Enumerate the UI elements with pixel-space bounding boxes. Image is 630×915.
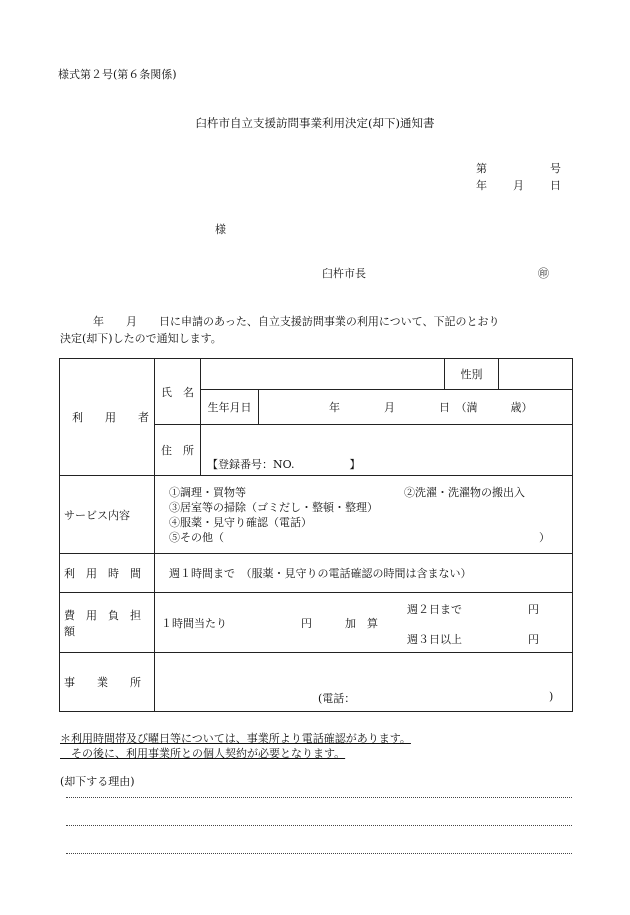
- notice-line-1: ＊利用時間帯及び曜日等については、事業所より電話確認があります。: [60, 732, 411, 745]
- registration-number: 【登録番号：NO. 】: [207, 458, 361, 471]
- service-item-4: ④服薬・見守り確認（電話）: [169, 515, 312, 529]
- service-label: サービス内容: [64, 508, 130, 522]
- fee-week3-label: 週３日以上: [407, 632, 462, 646]
- fee-add-label: 加 算: [345, 616, 378, 630]
- date-year: 年: [476, 179, 487, 192]
- reason-line-2: [66, 825, 572, 826]
- time-value: 週１時間まで （服薬・見守りの電話確認の時間は含まない）: [169, 567, 472, 580]
- issuer-name: 臼杵市長: [322, 267, 366, 280]
- gender-label-cell: [445, 359, 499, 390]
- service-item-1: ①調理・買物等: [169, 485, 246, 499]
- rejection-reason-label: (却下する理由): [60, 775, 135, 788]
- service-item-3: ③居室等の掃除（ゴミだし・整頓・整理）: [169, 500, 378, 514]
- fee-week2-label: 週２日まで: [407, 602, 462, 616]
- body-paragraph: [60, 313, 499, 347]
- user-label: 利 用 者: [72, 411, 149, 424]
- service-item-2: ②洗濯・洗濯物の搬出入: [404, 485, 525, 499]
- form-number: 様式第２号(第６条関係): [58, 68, 177, 81]
- fee-label: 費 用 負 担 額: [64, 608, 152, 638]
- decision-table: [59, 358, 573, 712]
- fee-week3-yen: 円: [528, 632, 539, 646]
- body-line-2: 決定(却下)したので通知します。: [60, 332, 222, 345]
- name-value-cell: [201, 359, 445, 390]
- fee-week2-yen: 円: [528, 602, 539, 616]
- office-phone-close: ): [549, 689, 554, 703]
- office-label-cell: [60, 653, 155, 712]
- service-item-5-close: ）: [539, 530, 550, 544]
- issue-date-line: [476, 177, 561, 193]
- time-label: 利 用 時 間: [64, 567, 141, 580]
- birthdate-label: 生年月日: [207, 401, 252, 414]
- address-label-cell: [155, 425, 201, 476]
- document-number-line: [476, 160, 561, 176]
- reason-line-1: [66, 797, 572, 798]
- date-day: 日: [550, 179, 561, 192]
- gender-value-cell: [499, 359, 573, 390]
- date-month: 月: [513, 179, 524, 192]
- address-value-cell: [201, 425, 573, 476]
- number-suffix: 号: [550, 162, 561, 175]
- birthdate-value-cell: [259, 390, 573, 425]
- address-label: 住 所: [161, 444, 194, 457]
- fee-label-cell: [60, 593, 155, 653]
- number-prefix: 第: [476, 162, 487, 175]
- name-label-cell: [155, 359, 201, 425]
- birthdate-value: 年 月 日 （満 歳）: [329, 401, 533, 414]
- name-label: 氏 名: [161, 385, 194, 399]
- notice-line-2: その後に、利用事業所との個人契約が必要となります。: [60, 747, 346, 760]
- addressee-suffix: 様: [215, 223, 226, 236]
- fee-yen: 円: [301, 616, 312, 630]
- service-label-cell: [60, 476, 155, 554]
- birthdate-label-cell: [201, 390, 259, 425]
- document-title: 臼杵市自立支援訪問事業利用決定(却下)通知書: [195, 116, 435, 130]
- service-item-5: ⑤その他（: [169, 530, 224, 544]
- body-line-1: 年 月 日に申請のあった、自立支援訪問事業の利用について、下記のとおり: [60, 315, 500, 328]
- office-value-cell: [155, 653, 573, 712]
- office-phone-label: (電話：: [318, 691, 356, 705]
- office-label: 事 業 所: [64, 676, 141, 689]
- time-label-cell: [60, 554, 155, 593]
- seal-mark: ㊞: [538, 267, 549, 280]
- gender-label: 性別: [460, 368, 483, 381]
- service-value-cell: [155, 476, 573, 554]
- fee-per-hour: １時間当たり: [161, 616, 227, 630]
- notice-block: [60, 731, 411, 761]
- time-value-cell: [155, 554, 573, 593]
- fee-value-cell: [155, 593, 573, 653]
- reason-line-3: [66, 853, 572, 854]
- user-label-cell: [60, 359, 155, 476]
